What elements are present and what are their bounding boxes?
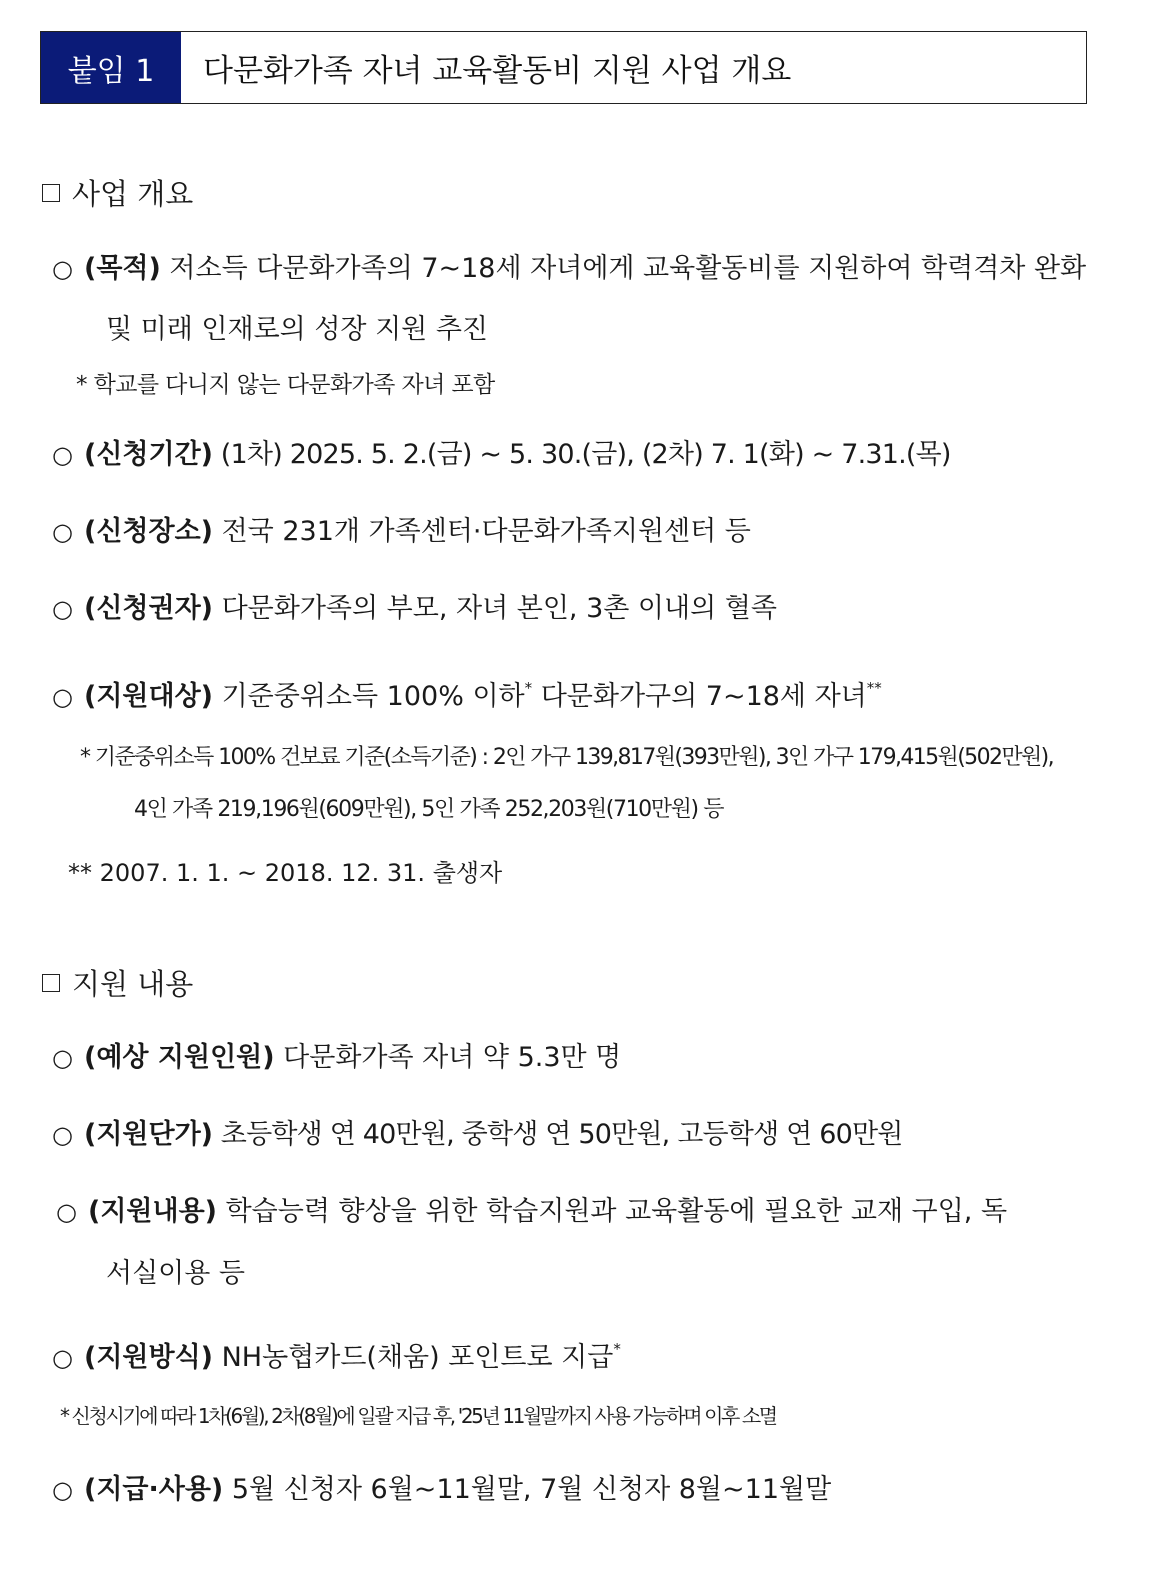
attachment-tag: 붙임 1: [41, 32, 181, 103]
bullet-icon: ○: [52, 1121, 73, 1149]
bullet-icon: ○: [52, 518, 73, 546]
bullet-icon: ○: [52, 1476, 73, 1504]
item-method: [52, 1321, 621, 1387]
note-target-income: * 기준중위소득 100% 건보료 기준(소득기준) : 2인 가구 139,817원(393만원), 3인 가구 179,415원(502만원),: [80, 745, 1054, 770]
item-text: 기준중위소득 100% 이하: [213, 681, 525, 712]
item-count: [52, 1029, 621, 1087]
item-text-2: 다문화가구의 7~18세 자녀: [532, 681, 867, 712]
item-label: (신청권자): [84, 593, 214, 624]
note-target-income-cont: 4인 가족 219,196원(609만원), 5인 가족 252,203원(710만원) 등: [134, 797, 724, 822]
section-heading-support: [42, 962, 193, 1003]
item-text: 다문화가족의 부모, 자녀 본인, 3촌 이내의 혈족: [213, 593, 777, 624]
item-label: (지원방식): [84, 1342, 214, 1373]
item-label: (목적): [84, 253, 161, 284]
item-content: [56, 1183, 1007, 1241]
item-text: (1차) 2025. 5. 2.(금) ~ 5. 30.(금), (2차) 7. 1(화) ~ 7.31.(목): [213, 439, 951, 470]
note-method: * 신청시기에 따라 1차(6월), 2차(8월)에 일괄 지급 후, '25년 11월말까지 사용 가능하며 이후 소멸: [60, 1404, 776, 1428]
item-purpose: [52, 240, 1086, 298]
section-heading-text: 사업 개요: [72, 177, 194, 211]
item-purpose-continued: 및 미래 인재로의 성장 지원 추진: [106, 314, 488, 345]
bullet-icon: ○: [52, 683, 73, 711]
footnote-mark: *: [613, 1340, 621, 1358]
item-content-continued: 서실이용 등: [106, 1258, 245, 1289]
item-target: [52, 660, 882, 726]
bullet-icon: ○: [52, 1344, 73, 1372]
item-text: 다문화가족 자녀 약 5.3만 명: [274, 1042, 622, 1073]
item-pay: [52, 1461, 831, 1519]
footnote-mark: **: [866, 679, 882, 697]
item-label: (지원대상): [84, 681, 214, 712]
section-heading-text: 지원 내용: [72, 967, 194, 1001]
item-period: [52, 426, 951, 484]
footnote-mark: *: [524, 679, 533, 697]
bullet-icon: ○: [52, 1044, 73, 1072]
header-box: [40, 31, 1087, 104]
note-target-birth: ** 2007. 1. 1. ~ 2018. 12. 31. 출생자: [68, 859, 503, 887]
item-label: (지급·사용): [84, 1474, 224, 1505]
item-place: [52, 503, 751, 561]
item-text: NH농협카드(채움) 포인트로 지급: [213, 1342, 614, 1373]
item-text: 5월 신청자 6월~11월말, 7월 신청자 8월~11월말: [223, 1474, 832, 1505]
checkbox-square-icon: [42, 184, 60, 202]
document-title: 다문화가족 자녀 교육활동비 지원 사업 개요: [203, 53, 792, 89]
note-purpose: * 학교를 다니지 않는 다문화가족 자녀 포함: [76, 372, 495, 398]
item-label: (신청장소): [84, 516, 214, 547]
checkbox-square-icon: [42, 974, 60, 992]
item-label: (예상 지원인원): [84, 1042, 275, 1073]
item-text: 저소득 다문화가족의 7~18세 자녀에게 교육활동비를 지원하여 학력격차 완화: [160, 253, 1087, 284]
bullet-icon: ○: [52, 255, 73, 283]
bullet-icon: ○: [56, 1198, 77, 1226]
item-text: 학습능력 향상을 위한 학습지원과 교육활동에 필요한 교재 구입, 독: [217, 1196, 1008, 1227]
item-applicant: [52, 580, 777, 638]
bullet-icon: ○: [52, 441, 73, 469]
item-text: 초등학생 연 40만원, 중학생 연 50만원, 고등학생 연 60만원: [213, 1119, 903, 1150]
item-label: (지원내용): [88, 1196, 218, 1227]
section-heading-overview: [42, 172, 193, 213]
item-unit: [52, 1106, 903, 1164]
item-label: (신청기간): [84, 439, 214, 470]
item-text: 전국 231개 가족센터·다문화가족지원센터 등: [213, 516, 751, 547]
bullet-icon: ○: [52, 595, 73, 623]
item-label: (지원단가): [84, 1119, 214, 1150]
